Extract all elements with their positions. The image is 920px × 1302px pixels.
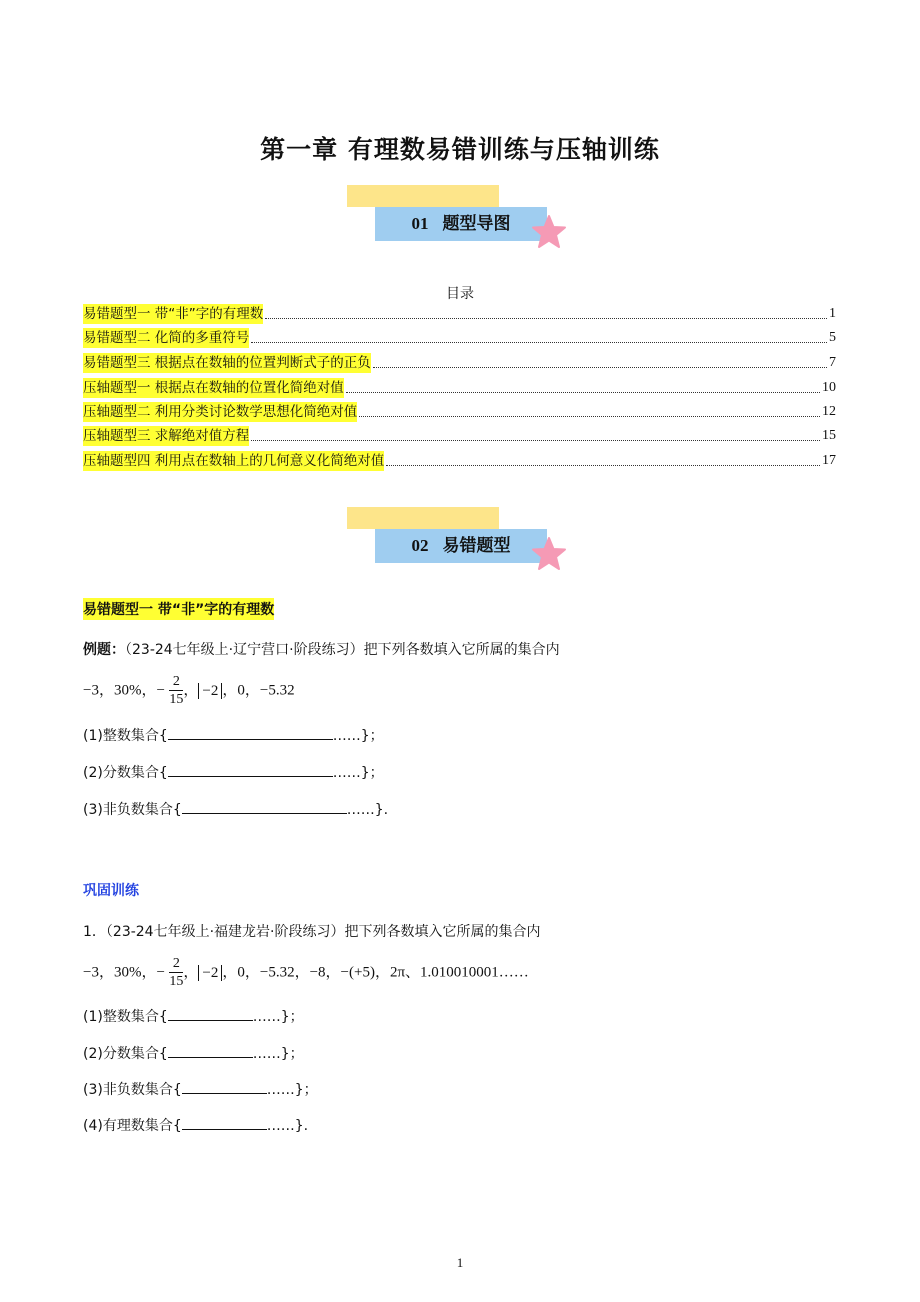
question-suffix: ……}；: [266, 1082, 318, 1098]
question-nonnegative: [83, 799, 388, 819]
question-label: (1)整数集合{: [83, 1009, 168, 1025]
banner-yellow-strip: [347, 507, 499, 529]
practice-question-integers: [83, 1006, 304, 1026]
toc-item-page: 1: [829, 306, 836, 321]
numbers-part-a: −3，30%，−: [83, 964, 165, 981]
toc-item-label: 压轴题型一 根据点在数轴的位置化简绝对值: [83, 380, 344, 396]
fraction-denominator: 15: [169, 974, 184, 989]
question-suffix: ……}；: [332, 728, 384, 744]
banner-number: 01: [411, 214, 429, 233]
toc-item-page: 15: [822, 428, 836, 443]
fraction-numerator: 2: [169, 955, 183, 973]
fraction-numerator: 2: [169, 673, 183, 691]
page-number: 1: [456, 1255, 464, 1270]
toc-item[interactable]: [83, 376, 836, 398]
toc-leader-dots: [359, 416, 820, 417]
question-label: (4)有理数集合{: [83, 1118, 182, 1134]
question-suffix: ……}.: [346, 802, 389, 818]
numbers-part-a: −3，30%，−: [83, 682, 165, 699]
question-suffix: ……}；: [332, 765, 384, 781]
toc-item[interactable]: [83, 326, 836, 348]
answer-blank[interactable]: [168, 1043, 253, 1058]
answer-blank[interactable]: [182, 1115, 267, 1130]
toc-leader-dots: [265, 318, 827, 319]
toc-item[interactable]: [83, 302, 836, 324]
question-label: (1)整数集合{: [83, 728, 168, 744]
question-suffix: ……}；: [252, 1009, 304, 1025]
toc-leader-dots: [346, 392, 820, 393]
fraction: [169, 673, 183, 708]
section-banner-1: [347, 185, 567, 247]
question-suffix: ……}.: [266, 1118, 309, 1134]
toc-heading: 目录: [446, 286, 474, 302]
numbers-part-b: ，0，−5.32: [222, 682, 295, 699]
answer-blank[interactable]: [168, 1006, 253, 1021]
example-line: [83, 639, 560, 659]
toc-item-label: 压轴题型二 利用分类讨论数学思想化简绝对值: [83, 404, 358, 420]
absolute-value: −2: [198, 965, 222, 981]
answer-blank[interactable]: [182, 799, 347, 814]
practice-number-list: −3，30%，− $\frac{2}{15}$ ， −2 ，0，−5.32，−8，−(+5)，2π、1.010010001……: [83, 956, 529, 989]
question-label: (2)分数集合{: [83, 1046, 168, 1062]
toc-item-page: 17: [822, 453, 836, 468]
toc-item[interactable]: [83, 351, 836, 373]
toc-item[interactable]: [83, 424, 836, 446]
toc-item-label: 易错题型二 化简的多重符号: [83, 330, 250, 346]
number-list: −3，30%，− $\frac{2}{15}$ ， −2 ，0，−5.32: [83, 674, 295, 707]
answer-blank[interactable]: [168, 762, 333, 777]
toc-item[interactable]: [83, 449, 836, 471]
practice-question-nonnegative: [83, 1079, 318, 1099]
toc-leader-dots: [386, 465, 820, 466]
question-label: (3)非负数集合{: [83, 1082, 182, 1098]
practice-question-rational: [83, 1115, 308, 1135]
banner-box: [375, 207, 547, 241]
question-integers: [83, 725, 384, 745]
banner-label: 易错题型: [442, 536, 511, 556]
absolute-value: −2: [198, 683, 222, 699]
toc-item-label: 易错题型三 根据点在数轴的位置判断式子的正负: [83, 355, 371, 371]
section-heading: 易错题型一 带“非”字的有理数: [83, 598, 274, 620]
question-fractions: [83, 762, 384, 782]
toc-leader-dots: [373, 367, 827, 368]
toc-item-page: 7: [829, 355, 836, 370]
answer-blank[interactable]: [168, 725, 333, 740]
question-label: (3)非负数集合{: [83, 802, 182, 818]
section-banner-2: [347, 507, 567, 569]
toc-leader-dots: [251, 440, 820, 441]
question-label: (2)分数集合{: [83, 765, 168, 781]
page-title: 第一章 有理数易错训练与压轴训练: [260, 135, 660, 164]
fraction: [169, 955, 183, 990]
practice-heading: 巩固训练: [83, 883, 139, 899]
banner-yellow-strip: [347, 185, 499, 207]
example-text: （23-24七年级上·辽宁营口·阶段练习）把下列各数填入它所属的集合内: [125, 642, 560, 658]
toc-leader-dots: [251, 342, 827, 343]
example-label: 例题：: [83, 642, 125, 658]
toc-item-label: 压轴题型三 求解绝对值方程: [83, 428, 250, 444]
banner-number: 02: [411, 536, 429, 555]
star-icon: [531, 537, 567, 571]
toc-item-page: 12: [822, 404, 836, 419]
numbers-part-b: ，0，−5.32，−8，−(+5)，2π、1.010010001……: [222, 964, 529, 981]
toc-item-page: 5: [829, 330, 836, 345]
star-icon: [531, 215, 567, 249]
practice-problem: 1．（23-24七年级上·福建龙岩·阶段练习）把下列各数填入它所属的集合内: [83, 924, 541, 940]
answer-blank[interactable]: [182, 1079, 267, 1094]
question-suffix: ……}；: [252, 1046, 304, 1062]
toc-item[interactable]: [83, 400, 836, 422]
practice-question-fractions: [83, 1043, 304, 1063]
toc-item-page: 10: [822, 380, 836, 395]
fraction-denominator: 15: [169, 692, 184, 707]
banner-label: 题型导图: [442, 214, 511, 234]
banner-box: [375, 529, 547, 563]
toc-item-label: 易错题型一 带“非”字的有理数: [83, 306, 264, 322]
toc-item-label: 压轴题型四 利用点在数轴上的几何意义化简绝对值: [83, 453, 385, 469]
